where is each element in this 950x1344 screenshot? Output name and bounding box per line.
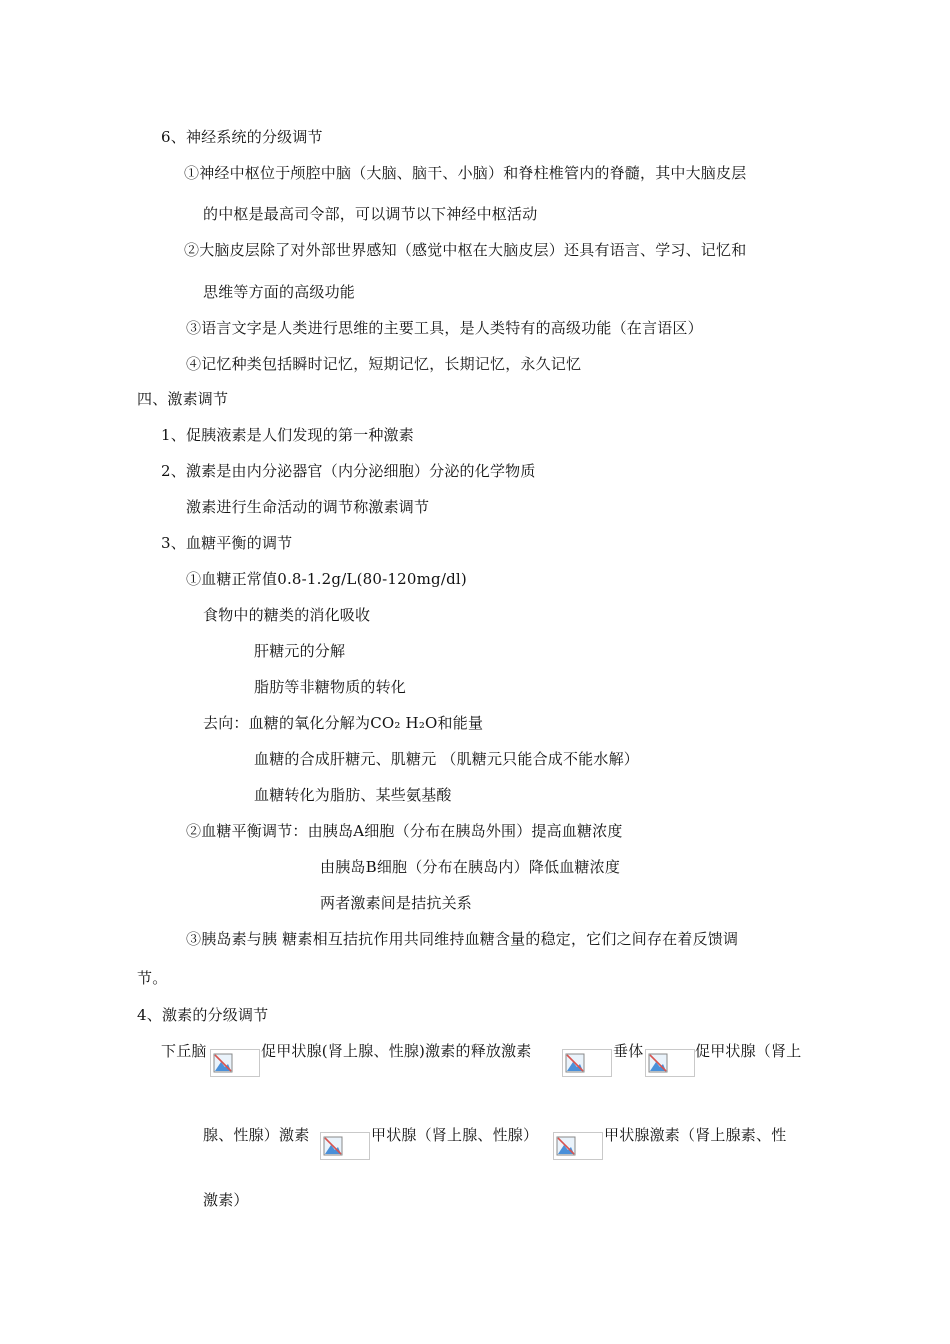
paragraph-line: 节。 (137, 969, 168, 987)
broken-image-icon (645, 1049, 695, 1077)
flow-label: 腺、性腺）激素 (203, 1126, 310, 1144)
flow-label: 促甲状腺(肾上腺、性腺)激素的释放激素 (261, 1042, 532, 1060)
flow-label: 垂体 (613, 1042, 644, 1060)
subsection-title: 3、血糖平衡的调节 (161, 534, 293, 552)
paragraph-line: 肝糖元的分解 (254, 642, 346, 660)
paragraph-line: ①血糖正常值0.8-1.2g/L(80-120mg/dl) (186, 570, 467, 588)
broken-image-icon (320, 1132, 370, 1160)
paragraph-line: ①神经中枢位于颅腔中脑（大脑、脑干、小脑）和脊柱椎管内的脊髓，其中大脑皮层 (184, 164, 747, 182)
flow-label: 下丘脑 (161, 1042, 207, 1060)
section-4-heading: 四、激素调节 (137, 390, 229, 408)
flow-label: 甲状腺（肾上腺、性腺） (371, 1126, 539, 1144)
flow-label: 激素） (203, 1191, 249, 1209)
paragraph-line: 1、促胰液素是人们发现的第一种激素 (161, 426, 414, 444)
broken-image-icon (210, 1049, 260, 1077)
paragraph-line: 思维等方面的高级功能 (203, 283, 356, 301)
paragraph-line: ②大脑皮层除了对外部世界感知（感觉中枢在大脑皮层）还具有语言、学习、记忆和 (184, 241, 747, 259)
subsection-title: 4、激素的分级调节 (137, 1006, 269, 1024)
paragraph-line: 的中枢是最高司令部，可以调节以下神经中枢活动 (203, 205, 538, 223)
paragraph-line: 食物中的糖类的消化吸收 (203, 606, 371, 624)
broken-image-icon (553, 1132, 603, 1160)
paragraph-line: 两者激素间是拮抗关系 (320, 894, 473, 912)
paragraph-line: 去向：血糖的氧化分解为CO₂ H₂O和能量 (203, 714, 484, 732)
paragraph-line: ②血糖平衡调节：由胰岛A细胞（分布在胰岛外围）提高血糖浓度 (186, 822, 623, 840)
paragraph-line: 血糖转化为脂肪、某些氨基酸 (254, 786, 452, 804)
paragraph-line: 激素进行生命活动的调节称激素调节 (186, 498, 430, 516)
paragraph-line: ③胰岛素与胰 糖素相互拮抗作用共同维持血糖含量的稳定，它们之间存在着反馈调 (186, 930, 739, 948)
paragraph-line: 血糖的合成肝糖元、肌糖元 （肌糖元只能合成不能水解） (254, 750, 639, 768)
flow-label: 甲状腺激素（肾上腺素、性 (604, 1126, 787, 1144)
paragraph-line: ④记忆种类包括瞬时记忆，短期记忆，长期记忆，永久记忆 (186, 355, 582, 373)
flow-label: 促甲状腺（肾上 (695, 1042, 802, 1060)
paragraph-line: 2、激素是由内分泌器官（内分泌细胞）分泌的化学物质 (161, 462, 536, 480)
paragraph-line: ③语言文字是人类进行思维的主要工具，是人类特有的高级功能（在言语区） (186, 319, 703, 337)
paragraph-line: 脂肪等非糖物质的转化 (254, 678, 407, 696)
section-6-title: 6、神经系统的分级调节 (161, 128, 323, 146)
paragraph-line: 由胰岛B细胞（分布在胰岛内）降低血糖浓度 (320, 858, 621, 876)
broken-image-icon (562, 1049, 612, 1077)
